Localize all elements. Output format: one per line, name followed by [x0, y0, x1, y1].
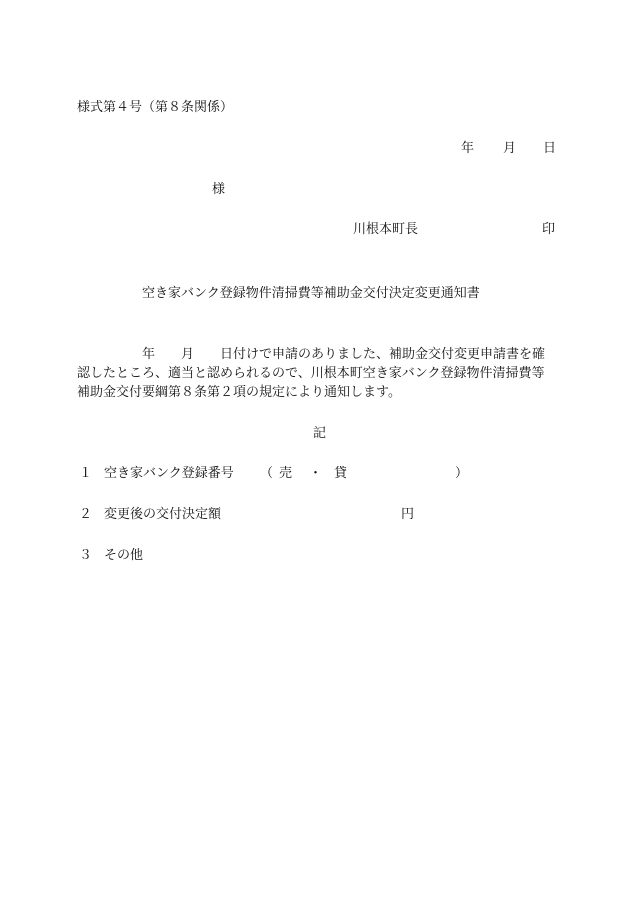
item-label: 変更後の交付決定額: [104, 507, 222, 522]
item-label: その他: [104, 548, 144, 563]
item-number: ２: [79, 507, 93, 522]
date-day-label: 日: [543, 141, 557, 156]
body-line: 補助金交付要綱第８条第２項の規定により通知します。: [77, 385, 401, 400]
item-number: ３: [79, 548, 93, 563]
sender-name: 川根本町長: [353, 222, 419, 237]
registration-open-paren: （: [260, 466, 274, 481]
notes-heading: 記: [313, 426, 327, 441]
date-year-label: 年: [461, 141, 475, 156]
document-title: 空き家バンク登録物件清掃費等補助金交付決定変更通知書: [142, 286, 480, 301]
item-number: １: [79, 466, 93, 481]
registration-close-paren: ）: [455, 466, 469, 481]
body-line: 認したところ、適当と認められるので、川根本町空き家バンク登録物件清掃費等: [77, 366, 545, 381]
registration-separator: ・: [309, 466, 323, 481]
amount-unit: 円: [401, 507, 415, 522]
registration-sale-option: 売: [279, 466, 293, 481]
form-number: 様式第４号（第８条関係）: [77, 100, 234, 115]
body-paragraph: [77, 345, 582, 402]
item-label: 空き家バンク登録番号: [104, 466, 234, 481]
registration-rent-option: 貸: [334, 466, 348, 481]
body-line: 年 月 日付けで申請のありました、補助金交付変更申請書を確: [77, 347, 546, 362]
addressee-suffix: 様: [212, 182, 226, 197]
date-month-label: 月: [503, 141, 517, 156]
seal-mark: 印: [542, 222, 556, 237]
